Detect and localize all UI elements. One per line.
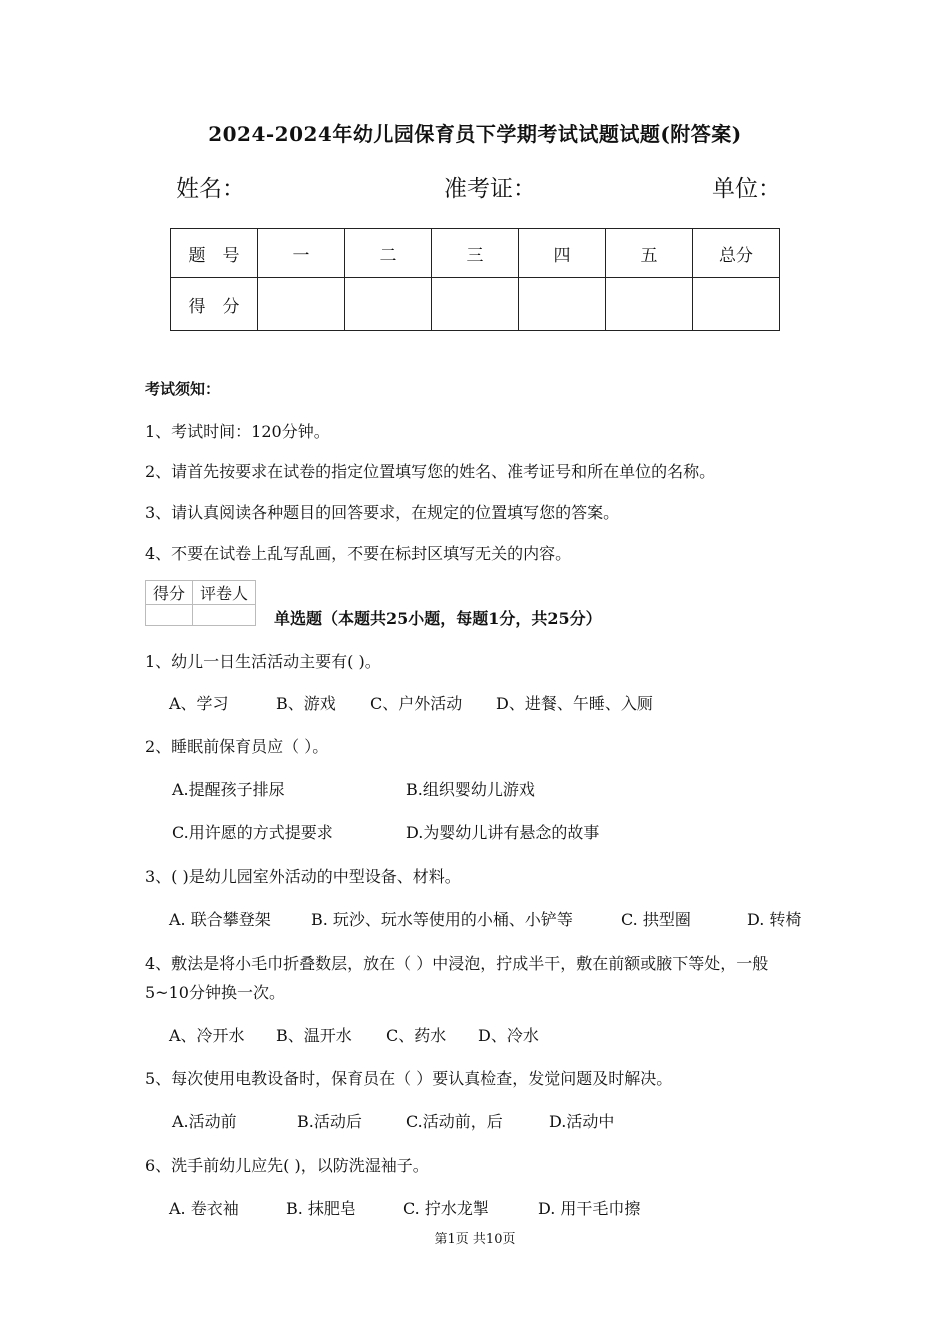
score-row-label: 得 分 <box>171 278 258 331</box>
score-cell[interactable] <box>519 278 606 331</box>
question-stem: 1、幼儿一日生活活动主要有( )。 <box>145 652 381 671</box>
exam-title: 2024-2024年幼儿园保育员下学期考试试题试题(附答案) <box>208 122 742 146</box>
score-table <box>170 228 780 331</box>
page-footer: 第1页 共10页 <box>434 1232 516 1247</box>
answer-option[interactable]: D、进餐、午睡、入厕 <box>496 694 653 713</box>
exam-id-label: 准考证： <box>444 176 536 202</box>
score-header-cell: 三 <box>432 229 519 278</box>
answer-option[interactable]: A、冷开水 <box>169 1026 245 1045</box>
answer-option[interactable]: A.提醒孩子排尿 <box>172 780 285 799</box>
notice-heading: 考试须知： <box>145 380 221 398</box>
answer-option[interactable]: B. 玩沙、玩水等使用的小桶、小铲等 <box>311 910 573 929</box>
score-cell[interactable] <box>258 278 345 331</box>
answer-option[interactable]: C、药水 <box>386 1026 447 1045</box>
question-stem: 2、睡眠前保育员应（ ）。 <box>145 737 329 756</box>
answer-option[interactable]: D. 转椅 <box>747 910 802 929</box>
answer-option[interactable]: B. 抹肥皂 <box>286 1199 356 1218</box>
answer-option[interactable]: C. 拱型圈 <box>621 910 691 929</box>
answer-option[interactable]: B、游戏 <box>276 694 336 713</box>
answer-option[interactable]: A. 卷衣袖 <box>169 1199 239 1218</box>
score-cell[interactable] <box>606 278 693 331</box>
answer-option[interactable]: A、学习 <box>169 694 229 713</box>
grader-box <box>145 580 256 626</box>
answer-option[interactable]: D、冷水 <box>478 1026 539 1045</box>
answer-option[interactable]: B.活动后 <box>297 1112 362 1131</box>
question-stem: 4、敷法是将小毛巾折叠数层，放在（ ）中浸泡，拧成半干，敷在前额或腋下等处，一般 <box>145 954 769 973</box>
score-header-cell: 一 <box>258 229 345 278</box>
score-header-cell: 四 <box>519 229 606 278</box>
answer-option[interactable]: A. 联合攀登架 <box>169 910 271 929</box>
answer-option[interactable]: D. 用干毛巾擦 <box>538 1199 641 1218</box>
question-stem: 3、( )是幼儿园室外活动的中型设备、材料。 <box>145 867 461 886</box>
notice-item: 4、不要在试卷上乱写乱画，不要在标封区填写无关的内容。 <box>145 544 572 563</box>
score-cell[interactable] <box>432 278 519 331</box>
answer-option[interactable]: C.活动前，后 <box>406 1112 503 1131</box>
score-total-cell[interactable] <box>693 278 780 331</box>
score-header-label: 题 号 <box>171 229 258 278</box>
answer-option[interactable]: A.活动前 <box>172 1112 237 1131</box>
answer-option[interactable]: D.为婴幼儿讲有悬念的故事 <box>406 823 600 842</box>
score-header-cell: 五 <box>606 229 693 278</box>
grader-score-cell[interactable] <box>146 605 193 626</box>
notice-item: 1、考试时间：120分钟。 <box>145 422 330 441</box>
name-label: 姓名： <box>176 176 245 202</box>
unit-label: 单位： <box>712 176 781 202</box>
answer-option[interactable]: C.用许愿的方式提要求 <box>172 823 333 842</box>
score-header-cell: 二 <box>345 229 432 278</box>
answer-option[interactable]: C. 拧水龙掣 <box>403 1199 489 1218</box>
answer-option[interactable]: C、户外活动 <box>370 694 463 713</box>
score-header-total: 总分 <box>693 229 780 278</box>
question-stem-continued: 5~10分钟换一次。 <box>145 983 285 1002</box>
answer-option[interactable]: B、温开水 <box>276 1026 352 1045</box>
score-table-header-row <box>171 229 780 278</box>
question-stem: 5、每次使用电教设备时，保育员在（ ）要认真检查，发觉问题及时解决。 <box>145 1069 673 1088</box>
section-title: 单选题（本题共25小题，每题1分，共25分） <box>274 609 602 628</box>
answer-option[interactable]: D.活动中 <box>549 1112 615 1131</box>
notice-item: 2、请首先按要求在试卷的指定位置填写您的姓名、准考证号和所在单位的名称。 <box>145 462 716 481</box>
question-stem: 6、洗手前幼儿应先( )，以防洗湿袖子。 <box>145 1156 429 1175</box>
notice-item: 3、请认真阅读各种题目的回答要求，在规定的位置填写您的答案。 <box>145 503 620 522</box>
answer-option[interactable]: B.组织婴幼儿游戏 <box>406 780 535 799</box>
grader-score-label: 得分 <box>146 581 193 605</box>
score-table-score-row <box>171 278 780 331</box>
score-cell[interactable] <box>345 278 432 331</box>
grader-name-label: 评卷人 <box>193 581 256 605</box>
grader-name-cell[interactable] <box>193 605 256 626</box>
